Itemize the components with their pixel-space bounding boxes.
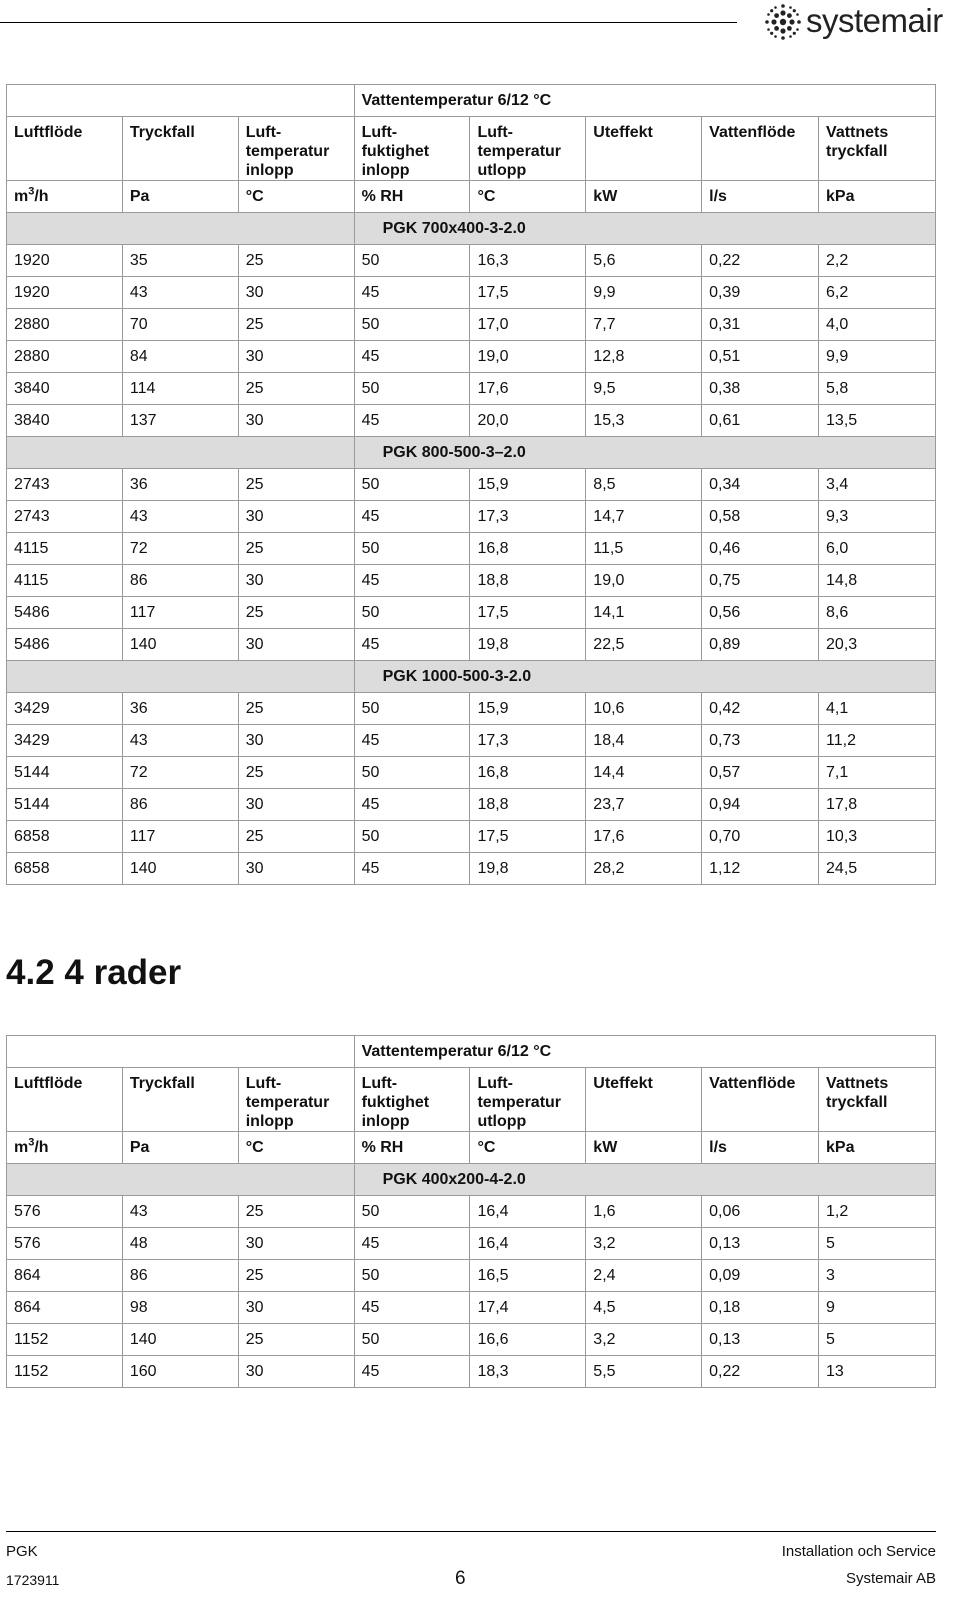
table-cell: 117 — [122, 821, 238, 853]
table-cell: 50 — [354, 757, 470, 789]
table-cell: 5144 — [7, 789, 123, 821]
table-cell: 6858 — [7, 853, 123, 885]
table-cell: 8,5 — [586, 469, 702, 501]
unit-cell: % RH — [354, 181, 470, 213]
table-cell: 10,3 — [819, 821, 936, 853]
table-row — [7, 533, 936, 565]
table-row — [7, 341, 936, 373]
table-cell: 0,22 — [702, 1356, 819, 1388]
table-cell: 1,12 — [702, 853, 819, 885]
table-cell: 19,8 — [470, 853, 586, 885]
column-header: Luft- fuktighet inlopp — [354, 1068, 470, 1132]
table-cell: 0,34 — [702, 469, 819, 501]
model-section-row — [7, 213, 936, 245]
table-cell: 24,5 — [819, 853, 936, 885]
table-cell: 15,9 — [470, 693, 586, 725]
table-cell: 43 — [122, 725, 238, 757]
table-cell: 30 — [238, 405, 354, 437]
table-cell: 30 — [238, 1356, 354, 1388]
table-cell: 17,5 — [470, 821, 586, 853]
table-cell: 25 — [238, 821, 354, 853]
unit-row — [7, 181, 936, 213]
unit-cell: kPa — [819, 181, 936, 213]
table-cell: 45 — [354, 789, 470, 821]
table-cell: 16,8 — [470, 533, 586, 565]
table-cell: 30 — [238, 789, 354, 821]
table-row — [7, 789, 936, 821]
table-row — [7, 1196, 936, 1228]
table-row — [7, 501, 936, 533]
column-header: Luft- temperatur utlopp — [470, 1068, 586, 1132]
table-cell: 4,5 — [586, 1292, 702, 1324]
column-header: Tryckfall — [122, 117, 238, 181]
table-cell: 25 — [238, 245, 354, 277]
table-cell: 3,2 — [586, 1324, 702, 1356]
table-cell: 70 — [122, 309, 238, 341]
table-cell: 72 — [122, 533, 238, 565]
table-cell: 30 — [238, 853, 354, 885]
unit-cell: °C — [238, 1132, 354, 1164]
table-cell: 13 — [819, 1356, 936, 1388]
table-cell: 3840 — [7, 373, 123, 405]
table-cell: 0,38 — [702, 373, 819, 405]
unit-cell: °C — [470, 181, 586, 213]
table-cell: 9,9 — [586, 277, 702, 309]
column-header-row — [7, 1068, 936, 1132]
table-cell: 17,6 — [586, 821, 702, 853]
table-cell: 2,2 — [819, 245, 936, 277]
table-cell: 9 — [819, 1292, 936, 1324]
title-spacer-cell — [7, 1036, 355, 1068]
table-row — [7, 853, 936, 885]
table-cell: 30 — [238, 501, 354, 533]
table-cell: 1152 — [7, 1356, 123, 1388]
table-cell: 50 — [354, 597, 470, 629]
table-cell: 19,0 — [470, 341, 586, 373]
table-cell: 0,57 — [702, 757, 819, 789]
table-cell: 48 — [122, 1228, 238, 1260]
table-cell: 20,3 — [819, 629, 936, 661]
table-cell: 0,61 — [702, 405, 819, 437]
table-cell: 5,6 — [586, 245, 702, 277]
column-header: Luft- temperatur inlopp — [238, 117, 354, 181]
unit-cell: °C — [470, 1132, 586, 1164]
table-cell: 140 — [122, 853, 238, 885]
unit-cell: kW — [586, 1132, 702, 1164]
unit-cell: % RH — [354, 1132, 470, 1164]
table-cell: 0,18 — [702, 1292, 819, 1324]
table-cell: 0,89 — [702, 629, 819, 661]
table-cell: 2880 — [7, 309, 123, 341]
table-cell: 17,3 — [470, 725, 586, 757]
table-cell: 50 — [354, 533, 470, 565]
table-row — [7, 1292, 936, 1324]
table-cell: 5 — [819, 1324, 936, 1356]
unit-tail: /h — [34, 1139, 49, 1156]
table-cell: 7,1 — [819, 757, 936, 789]
model-title: PGK 400x200-4-2.0 — [354, 1164, 935, 1196]
table-row — [7, 245, 936, 277]
table-cell: 17,8 — [819, 789, 936, 821]
table-cell: 15,9 — [470, 469, 586, 501]
unit-cell: Pa — [122, 181, 238, 213]
table-cell: 45 — [354, 1292, 470, 1324]
brand-name: systemair — [806, 1, 943, 39]
header-rule — [0, 22, 737, 23]
performance-table-3-rows — [6, 84, 936, 885]
table-cell: 11,2 — [819, 725, 936, 757]
table-cell: 23,7 — [586, 789, 702, 821]
table-cell: 30 — [238, 1228, 354, 1260]
table-cell: 864 — [7, 1260, 123, 1292]
table-cell: 4,0 — [819, 309, 936, 341]
unit-cell: l/s — [702, 1132, 819, 1164]
unit-exponent: 3 — [28, 1136, 35, 1149]
table-cell: 0,13 — [702, 1228, 819, 1260]
table-cell: 50 — [354, 245, 470, 277]
table-cell: 30 — [238, 565, 354, 597]
table-cell: 30 — [238, 277, 354, 309]
column-header: Vattenflöde — [702, 1068, 819, 1132]
table-cell: 1,6 — [586, 1196, 702, 1228]
unit-cell — [7, 1132, 123, 1164]
table-cell: 50 — [354, 693, 470, 725]
table-row — [7, 565, 936, 597]
table-cell: 16,3 — [470, 245, 586, 277]
table-cell: 5,5 — [586, 1356, 702, 1388]
table-cell: 5,8 — [819, 373, 936, 405]
table-cell: 0,39 — [702, 277, 819, 309]
table-cell: 45 — [354, 277, 470, 309]
table-cell: 25 — [238, 533, 354, 565]
table-cell: 19,8 — [470, 629, 586, 661]
table-cell: 0,70 — [702, 821, 819, 853]
table-cell: 3,4 — [819, 469, 936, 501]
table-cell: 30 — [238, 1292, 354, 1324]
table-cell: 43 — [122, 1196, 238, 1228]
table-row — [7, 469, 936, 501]
column-header: Luft- temperatur inlopp — [238, 1068, 354, 1132]
model-section-row — [7, 1164, 936, 1196]
table-cell: 45 — [354, 501, 470, 533]
table-cell: 16,8 — [470, 757, 586, 789]
model-title: PGK 1000-500-3-2.0 — [354, 661, 935, 693]
column-header: Vattenflöde — [702, 117, 819, 181]
table-cell: 17,4 — [470, 1292, 586, 1324]
table-cell: 25 — [238, 373, 354, 405]
table-cell: 45 — [354, 725, 470, 757]
table-cell: 16,4 — [470, 1228, 586, 1260]
table-row — [7, 1356, 936, 1388]
table-cell: 45 — [354, 1228, 470, 1260]
table-cell: 25 — [238, 693, 354, 725]
table-cell: 140 — [122, 1324, 238, 1356]
title-spacer-cell — [7, 85, 355, 117]
table-cell: 72 — [122, 757, 238, 789]
table-cell: 6,2 — [819, 277, 936, 309]
unit-cell — [7, 181, 123, 213]
footer-rule — [6, 1531, 936, 1532]
table-cell: 84 — [122, 341, 238, 373]
table-cell: 30 — [238, 341, 354, 373]
table-cell: 137 — [122, 405, 238, 437]
table-cell: 0,75 — [702, 565, 819, 597]
table-cell: 19,0 — [586, 565, 702, 597]
table-cell: 0,46 — [702, 533, 819, 565]
table-cell: 86 — [122, 1260, 238, 1292]
model-section-row — [7, 437, 936, 469]
table-cell: 20,0 — [470, 405, 586, 437]
unit-cell: l/s — [702, 181, 819, 213]
table-cell: 1,2 — [819, 1196, 936, 1228]
table-row — [7, 373, 936, 405]
table-cell: 2743 — [7, 501, 123, 533]
table-cell: 16,4 — [470, 1196, 586, 1228]
table-cell: 2,4 — [586, 1260, 702, 1292]
table-cell: 45 — [354, 565, 470, 597]
section-spacer-cell — [7, 1164, 355, 1196]
table-cell: 4,1 — [819, 693, 936, 725]
table-cell: 17,3 — [470, 501, 586, 533]
table-cell: 9,3 — [819, 501, 936, 533]
footer-doc-number: 1723911 — [6, 1572, 60, 1588]
table-cell: 3429 — [7, 725, 123, 757]
performance-table-4-rows — [6, 1035, 936, 1388]
section-heading: 4.2 4 rader — [6, 953, 182, 992]
unit-cell: kPa — [819, 1132, 936, 1164]
table-cell: 14,7 — [586, 501, 702, 533]
model-title: PGK 800-500-3–2.0 — [354, 437, 935, 469]
table-cell: 5486 — [7, 597, 123, 629]
table-cell: 0,42 — [702, 693, 819, 725]
column-header: Uteffekt — [586, 117, 702, 181]
table-cell: 50 — [354, 1260, 470, 1292]
unit-base: m — [14, 1139, 29, 1156]
column-header: Tryckfall — [122, 1068, 238, 1132]
table-cell: 17,5 — [470, 277, 586, 309]
table-cell: 12,8 — [586, 341, 702, 373]
table-cell: 25 — [238, 597, 354, 629]
table-cell: 50 — [354, 469, 470, 501]
table-cell: 5144 — [7, 757, 123, 789]
table-cell: 45 — [354, 405, 470, 437]
table-cell: 25 — [238, 1260, 354, 1292]
table-cell: 0,94 — [702, 789, 819, 821]
table-top-title: Vattentemperatur 6/12 °C — [354, 1036, 935, 1068]
table-cell: 3 — [819, 1260, 936, 1292]
section-spacer-cell — [7, 437, 355, 469]
table-cell: 18,3 — [470, 1356, 586, 1388]
footer-company: Systemair AB — [845, 1570, 936, 1587]
table-row — [7, 725, 936, 757]
table-row — [7, 757, 936, 789]
table-cell: 50 — [354, 821, 470, 853]
table-cell: 8,6 — [819, 597, 936, 629]
footer-doc-type: Installation och Service — [781, 1543, 936, 1560]
table-top-title: Vattentemperatur 6/12 °C — [354, 85, 935, 117]
table-cell: 36 — [122, 693, 238, 725]
table-cell: 1920 — [7, 277, 123, 309]
table-title-row — [7, 85, 936, 117]
table-cell: 4115 — [7, 533, 123, 565]
table-cell: 3429 — [7, 693, 123, 725]
section-spacer-cell — [7, 213, 355, 245]
table-cell: 14,1 — [586, 597, 702, 629]
table-row — [7, 693, 936, 725]
table-cell: 28,2 — [586, 853, 702, 885]
table-cell: 50 — [354, 1196, 470, 1228]
table-cell: 0,56 — [702, 597, 819, 629]
table-cell: 25 — [238, 309, 354, 341]
table-cell: 13,5 — [819, 405, 936, 437]
column-header: Luft- temperatur utlopp — [470, 117, 586, 181]
table-cell: 45 — [354, 1356, 470, 1388]
unit-tail: /h — [34, 188, 49, 205]
table-cell: 25 — [238, 469, 354, 501]
table-cell: 0,13 — [702, 1324, 819, 1356]
table-cell: 6,0 — [819, 533, 936, 565]
table-cell: 3,2 — [586, 1228, 702, 1260]
column-header: Luft- fuktighet inlopp — [354, 117, 470, 181]
table-row — [7, 629, 936, 661]
table-cell: 864 — [7, 1292, 123, 1324]
table-cell: 18,8 — [470, 789, 586, 821]
table-row — [7, 1324, 936, 1356]
table-cell: 45 — [354, 341, 470, 373]
table-cell: 15,3 — [586, 405, 702, 437]
unit-cell: kW — [586, 181, 702, 213]
table-cell: 2880 — [7, 341, 123, 373]
table-cell: 6858 — [7, 821, 123, 853]
unit-row — [7, 1132, 936, 1164]
systemair-logo — [764, 0, 943, 44]
table-cell: 3840 — [7, 405, 123, 437]
table-cell: 7,7 — [586, 309, 702, 341]
table-cell: 160 — [122, 1356, 238, 1388]
table-cell: 18,8 — [470, 565, 586, 597]
systemair-logo-icon — [764, 3, 802, 41]
table-cell: 5 — [819, 1228, 936, 1260]
table-cell: 98 — [122, 1292, 238, 1324]
table-cell: 0,58 — [702, 501, 819, 533]
unit-exponent: 3 — [28, 185, 35, 198]
table-row — [7, 405, 936, 437]
table-cell: 576 — [7, 1228, 123, 1260]
table-cell: 50 — [354, 309, 470, 341]
table-cell: 0,22 — [702, 245, 819, 277]
table-cell: 43 — [122, 501, 238, 533]
table-cell: 86 — [122, 789, 238, 821]
unit-cell: Pa — [122, 1132, 238, 1164]
table-cell: 86 — [122, 565, 238, 597]
table-cell: 45 — [354, 629, 470, 661]
table-cell: 18,4 — [586, 725, 702, 757]
table-row — [7, 1228, 936, 1260]
table-cell: 16,6 — [470, 1324, 586, 1356]
column-header: Uteffekt — [586, 1068, 702, 1132]
table-cell: 45 — [354, 853, 470, 885]
column-header: Vattnets tryckfall — [819, 1068, 936, 1132]
table-cell: 43 — [122, 277, 238, 309]
column-header-row — [7, 117, 936, 181]
table-cell: 50 — [354, 373, 470, 405]
model-title: PGK 700x400-3-2.0 — [354, 213, 935, 245]
table-cell: 5486 — [7, 629, 123, 661]
table-cell: 140 — [122, 629, 238, 661]
footer-page-number: 6 — [455, 1568, 466, 1589]
table-cell: 36 — [122, 469, 238, 501]
table-cell: 25 — [238, 1324, 354, 1356]
column-header: Vattnets tryckfall — [819, 117, 936, 181]
table-cell: 30 — [238, 629, 354, 661]
table-cell: 0,09 — [702, 1260, 819, 1292]
table-row — [7, 821, 936, 853]
table-row — [7, 597, 936, 629]
table-cell: 17,6 — [470, 373, 586, 405]
table-row — [7, 309, 936, 341]
table-cell: 1920 — [7, 245, 123, 277]
table-cell: 2743 — [7, 469, 123, 501]
table-cell: 22,5 — [586, 629, 702, 661]
table-cell: 117 — [122, 597, 238, 629]
table-cell: 11,5 — [586, 533, 702, 565]
table-cell: 10,6 — [586, 693, 702, 725]
section-spacer-cell — [7, 661, 355, 693]
model-section-row — [7, 661, 936, 693]
table-cell: 30 — [238, 725, 354, 757]
unit-cell: °C — [238, 181, 354, 213]
table-cell: 4115 — [7, 565, 123, 597]
table-cell: 14,4 — [586, 757, 702, 789]
table-cell: 14,8 — [819, 565, 936, 597]
table-cell: 35 — [122, 245, 238, 277]
table-row — [7, 1260, 936, 1292]
column-header: Luftflöde — [7, 1068, 123, 1132]
table-cell: 0,06 — [702, 1196, 819, 1228]
table-cell: 50 — [354, 1324, 470, 1356]
table-row — [7, 277, 936, 309]
table-cell: 25 — [238, 757, 354, 789]
table-cell: 576 — [7, 1196, 123, 1228]
table-cell: 114 — [122, 373, 238, 405]
table-cell: 17,5 — [470, 597, 586, 629]
table-cell: 0,73 — [702, 725, 819, 757]
table-cell: 16,5 — [470, 1260, 586, 1292]
table-cell: 17,0 — [470, 309, 586, 341]
table-cell: 9,5 — [586, 373, 702, 405]
unit-base: m — [14, 188, 29, 205]
table-cell: 1152 — [7, 1324, 123, 1356]
table-cell: 0,51 — [702, 341, 819, 373]
column-header: Luftflöde — [7, 117, 123, 181]
footer-product: PGK — [6, 1543, 38, 1560]
table-cell: 25 — [238, 1196, 354, 1228]
table-cell: 0,31 — [702, 309, 819, 341]
table-title-row — [7, 1036, 936, 1068]
table-cell: 9,9 — [819, 341, 936, 373]
